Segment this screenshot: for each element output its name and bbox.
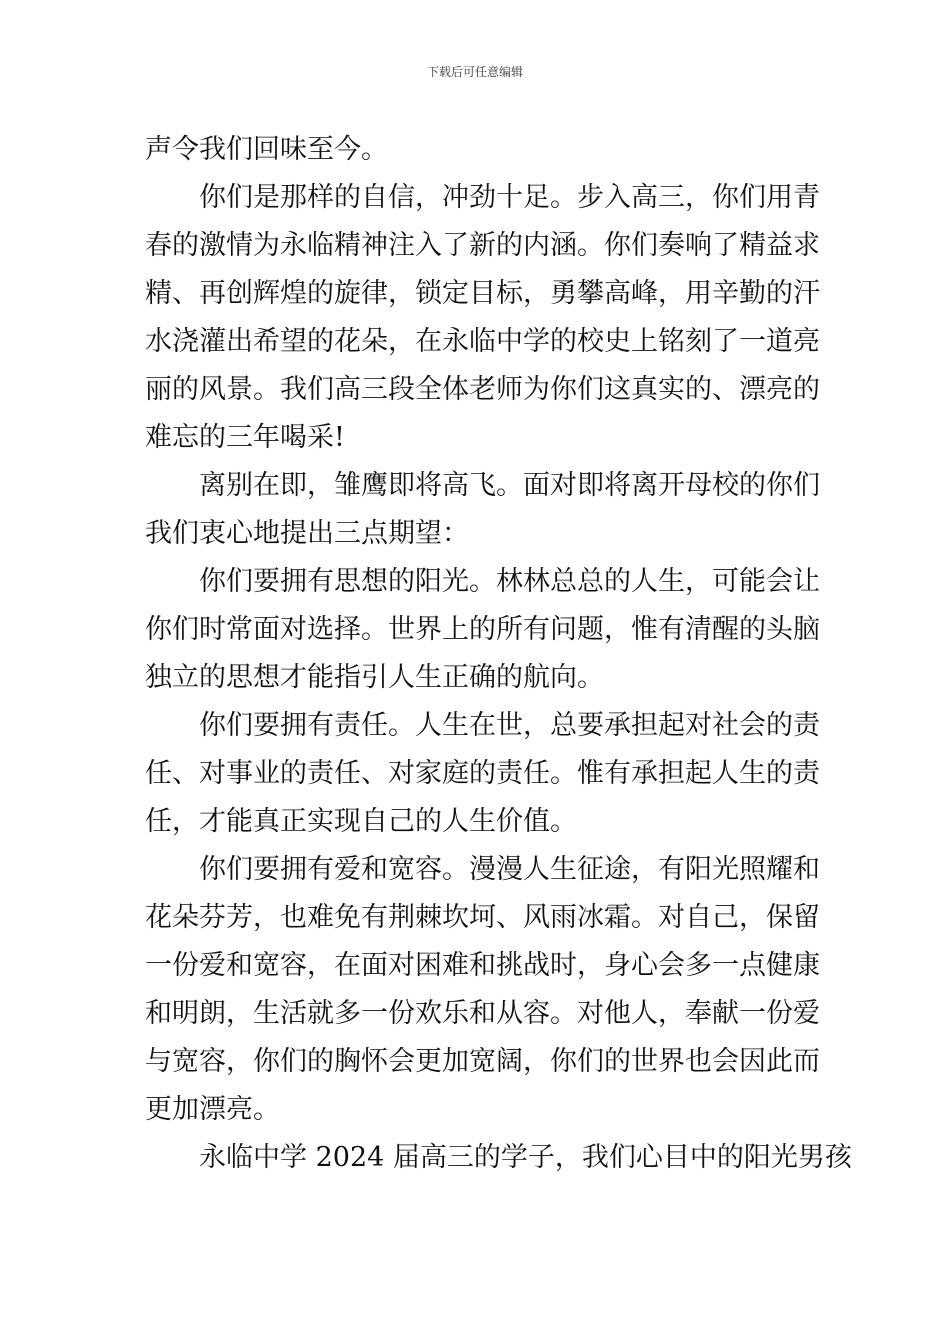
text-line: 你们要拥有爱和宽容。漫漫人生征途，有阳光照耀和 <box>199 854 820 885</box>
text-line: 你们是那样的自信，冲劲十足。步入高三，你们用青 <box>199 182 820 213</box>
text-line: 永临中学 2024 届高三的学子，我们心目中的阳光男孩 <box>199 1142 852 1173</box>
text-line: 丽的风景。我们高三段全体老师为你们这真实的、漂亮的 <box>145 374 820 405</box>
text-line: 任、对事业的责任、对家庭的责任。惟有承担起人生的责 <box>145 758 820 789</box>
text-line: 任，才能真正实现自己的人生价值。 <box>145 806 577 837</box>
text-line: 我们衷心地提出三点期望： <box>145 518 469 549</box>
text-line: 声令我们回味至今。 <box>145 134 388 165</box>
text-line: 与宽容，你们的胸怀会更加宽阔，你们的世界也会因此而 <box>145 1046 820 1077</box>
text-line: 精、再创辉煌的旋律，锁定目标，勇攀高峰，用辛勤的汗 <box>145 278 820 309</box>
page-header: 下载后可任意编辑 <box>426 65 523 79</box>
text-line: 难忘的三年喝采! <box>145 422 345 453</box>
text-line: 你们要拥有思想的阳光。林林总总的人生，可能会让 <box>199 566 820 597</box>
text-line: 你们时常面对选择。世界上的所有问题，惟有清醒的头脑 <box>145 614 820 645</box>
text-line: 你们要拥有责任。人生在世，总要承担起对社会的责 <box>199 710 820 741</box>
text-line: 更加漂亮。 <box>145 1094 280 1125</box>
text-line: 离别在即，雏鹰即将高飞。面对即将离开母校的你们 <box>199 470 820 501</box>
text-line: 春的激情为永临精神注入了新的内涵。你们奏响了精益求 <box>145 230 820 261</box>
text-line: 水浇灌出希望的花朵，在永临中学的校史上铭刻了一道亮 <box>145 326 820 357</box>
body-text <box>145 126 852 1182</box>
text-line: 和明朗，生活就多一份欢乐和从容。对他人，奉献一份爱 <box>145 998 820 1029</box>
text-line: 花朵芬芳，也难免有荆棘坎坷、风雨冰霜。对自己，保留 <box>145 902 820 933</box>
text-line: 一份爱和宽容，在面对困难和挑战时，身心会多一点健康 <box>145 950 820 981</box>
text-line: 独立的思想才能指引人生正确的航向。 <box>145 662 604 693</box>
